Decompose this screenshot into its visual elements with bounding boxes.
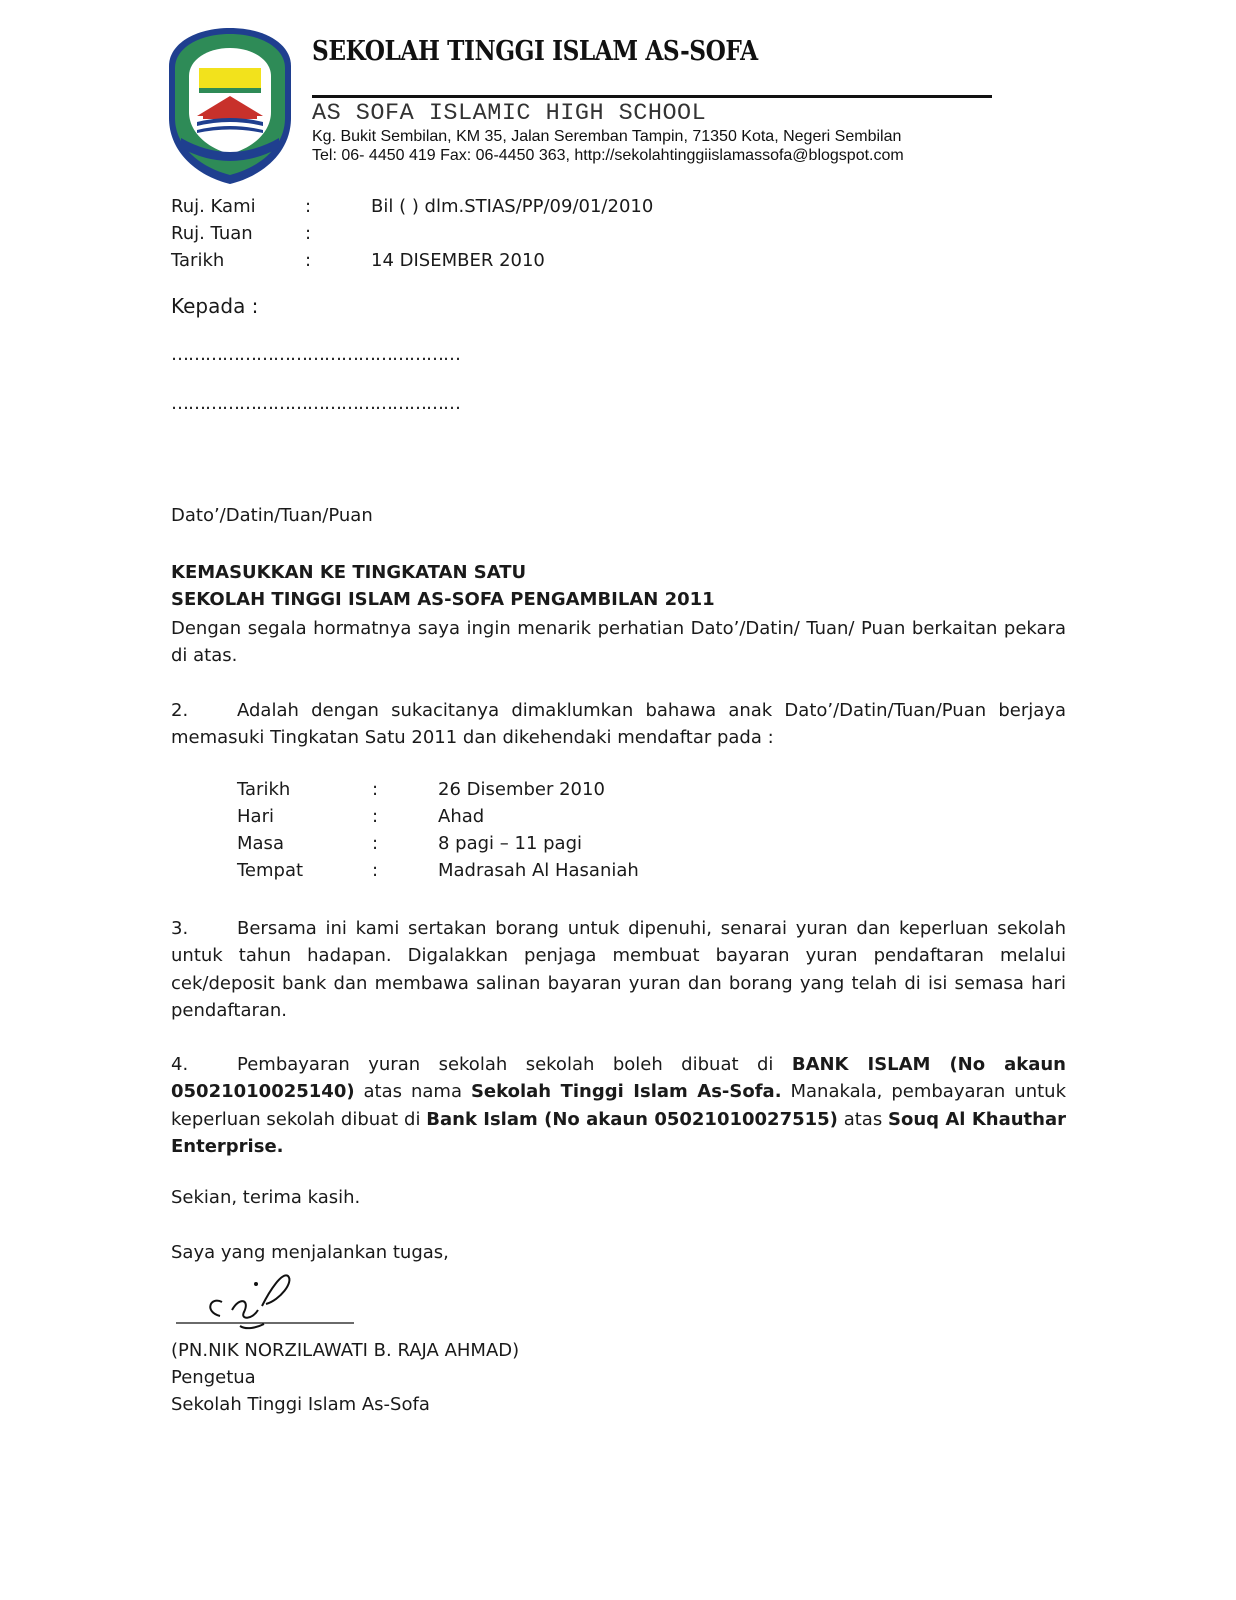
schedule-value: Ahad <box>438 806 485 827</box>
schedule-value: 26 Disember 2010 <box>438 779 605 800</box>
ref-colon: : <box>305 196 312 217</box>
ref-label: Ruj. Tuan <box>171 223 253 244</box>
subject-line-1: KEMASUKKAN KE TINGKATAN SATU <box>171 562 527 583</box>
schedule-colon: : <box>372 860 379 881</box>
schedule-label: Masa <box>237 833 284 854</box>
schedule-value: Madrasah Al Hasaniah <box>438 860 639 881</box>
intro-paragraph: Dengan segala hormatnya saya ingin menarik perhatian Dato’/Datin/ Tuan/ Puan berkaitan pekara di atas. <box>171 618 1066 667</box>
ref-colon: : <box>305 223 312 244</box>
school-logo <box>167 26 293 186</box>
schedule-row-place <box>237 860 837 887</box>
sign-off: Saya yang menjalankan tugas, <box>171 1242 449 1263</box>
account-holder-1: Sekolah Tinggi Islam As-Sofa. <box>470 1081 782 1103</box>
schedule-colon: : <box>372 779 379 800</box>
schedule-row-date <box>237 779 837 806</box>
signatory-title: Pengetua <box>171 1367 256 1388</box>
account-holder-2: Souq Al Khauthar Enterprise. <box>171 1108 1066 1157</box>
schedule-row-day <box>237 806 837 833</box>
ref-row-ruj-tuan <box>171 223 1071 250</box>
salutation: Dato’/Datin/Tuan/Puan <box>171 505 373 526</box>
paragraph-number: 3. <box>171 918 189 939</box>
schedule-row-time <box>237 833 837 860</box>
ref-row-ruj-kami <box>171 196 1071 223</box>
paragraph-2 <box>171 697 1066 752</box>
paragraph-text: Manakala, pembayaran untuk keperluan sekolah dibuat di <box>171 1081 1066 1130</box>
recipient-line-1: …………………………………………… <box>171 344 460 365</box>
recipient-line-2: …………………………………………… <box>171 393 460 414</box>
school-address: Kg. Bukit Sembilan, KM 35, Jalan Seremban Tampin, 71350 Kota, Negeri Sembilan <box>312 128 902 145</box>
bank-account-1: BANK ISLAM (No akaun 05021010025140) <box>171 1054 1066 1103</box>
handwritten-signature <box>170 1266 360 1338</box>
school-english-name: AS SOFA ISLAMIC HIGH SCHOOL <box>312 100 707 127</box>
paragraph-text: Adalah dengan sukacitanya dimaklumkan bahawa anak Dato’/Datin/Tuan/Puan berjaya memasuki Tingkatan Satu 2011 dan dikehendaki mendaftar pada : <box>171 700 1066 749</box>
schedule-value: 8 pagi – 11 pagi <box>438 833 583 854</box>
ref-colon: : <box>305 250 312 271</box>
schedule-label: Tarikh <box>237 779 291 800</box>
signatory-organization: Sekolah Tinggi Islam As-Sofa <box>171 1394 430 1415</box>
closing: Sekian, terima kasih. <box>171 1187 361 1208</box>
subject-line-2: SEKOLAH TINGGI ISLAM AS-SOFA PENGAMBILAN 2011 <box>171 589 715 610</box>
paragraph-text: atas <box>837 1108 888 1130</box>
paragraph-text: atas nama <box>354 1081 471 1103</box>
paragraph-number: 2. <box>171 700 189 721</box>
schedule-colon: : <box>372 806 379 827</box>
ref-value: Bil ( ) dlm.STIAS/PP/09/01/2010 <box>371 196 654 217</box>
ref-row-tarikh <box>171 250 1071 277</box>
paragraph-text: Pembayaran yuran sekolah sekolah boleh dibuat di <box>237 1054 792 1075</box>
paragraph-3 <box>171 915 1066 1024</box>
ref-label: Ruj. Kami <box>171 196 256 217</box>
schedule-colon: : <box>372 833 379 854</box>
schedule-label: Tempat <box>237 860 304 881</box>
paragraph-number: 4. <box>171 1054 189 1075</box>
school-contact: Tel: 06- 4450 419 Fax: 06-4450 363, http://sekolahtinggiislamassofa@blogspot.com <box>312 147 904 164</box>
schedule-label: Hari <box>237 806 274 827</box>
school-name: SEKOLAH TINGGI ISLAM AS-SOFA <box>312 36 758 67</box>
paragraph-4 <box>171 1051 1066 1160</box>
recipient-label: Kepada : <box>171 294 259 318</box>
ref-value: 14 DISEMBER 2010 <box>371 250 545 271</box>
header-divider <box>312 95 992 98</box>
ref-label: Tarikh <box>171 250 225 271</box>
paragraph-text: Bersama ini kami sertakan borang untuk dipenuhi, senarai yuran dan keperluan sekolah untuk tahun hadapan. Digalakkan penjaga membuat bayaran yuran pendaftaran melalui cek/deposit bank dan membawa salinan bayaran yuran dan borang yang telah di isi semasa hari pendaftaran. <box>171 918 1066 1021</box>
bank-account-2: Bank Islam (No akaun 05021010027515) <box>426 1108 838 1130</box>
signatory-name: (PN.NIK NORZILAWATI B. RAJA AHMAD) <box>171 1340 520 1361</box>
